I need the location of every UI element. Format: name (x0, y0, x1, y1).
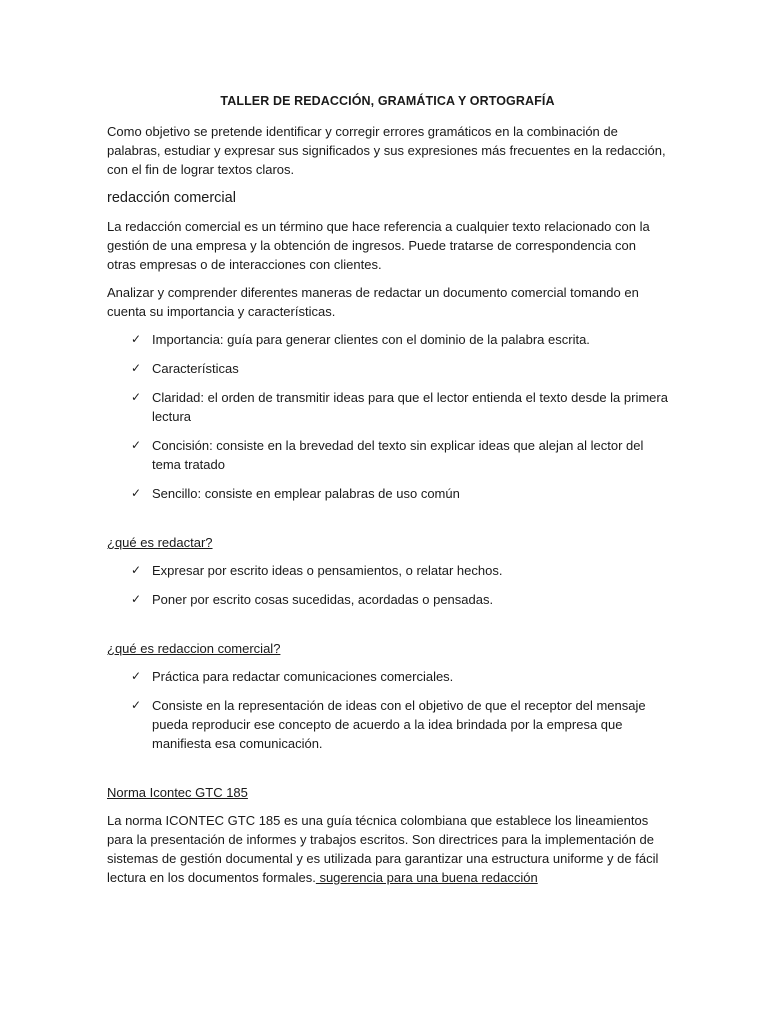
section-heading-redaccion-comercial: redacción comercial (107, 190, 236, 206)
check-mark-icon: ✓ (131, 361, 142, 375)
list-item (107, 484, 668, 503)
section4-paragraph (107, 811, 668, 887)
check-mark-icon: ✓ (131, 486, 142, 500)
list-item (107, 590, 668, 609)
section1-paragraph-1: La redacción comercial es un término que hace referencia a cualquier texto relacionado con la gestión de una empresa y la obtención de ingresos. Puede tratarse de correspondencia con otras empresas o de interacciones con clientes. (107, 219, 650, 272)
document-title: TALLER DE REDACCIÓN, GRAMÁTICA Y ORTOGRAFÍA (220, 94, 555, 108)
list-item-text: Concisión: consiste en la brevedad del texto sin explicar ideas que alejan al lector del tema tratado (152, 438, 644, 472)
check-mark-icon: ✓ (131, 438, 142, 452)
intro-paragraph: Como objetivo se pretende identificar y corregir errores gramáticos en la combinación de palabras, estudiar y expresar sus significados y sus expresiones más frecuentes en la redacción, con el fin de lograr textos claros. (107, 124, 666, 177)
section2-check-list (107, 561, 668, 609)
list-item-text: Características (152, 361, 239, 376)
section-heading-que-es-redactar: ¿qué es redactar? (107, 535, 213, 550)
check-mark-icon: ✓ (131, 563, 142, 577)
list-item (107, 359, 668, 378)
list-item-text: Importancia: guía para generar clientes con el dominio de la palabra escrita. (152, 332, 590, 347)
section-heading-que-es-redaccion-comercial: ¿qué es redaccion comercial? (107, 641, 281, 656)
check-mark-icon: ✓ (131, 332, 142, 346)
section-heading-norma-icontec: Norma Icontec GTC 185 (107, 785, 248, 800)
section4-paragraph-text: La norma ICONTEC GTC 185 es una guía técnica colombiana que establece los lineamientos para la presentación de informes y trabajos escritos. Son directrices para la implementación de sistemas de gestión documental y es utilizada para garantizar una estructura uniforme y de fácil lectura en los documentos formales. (107, 813, 659, 885)
list-item (107, 388, 668, 426)
list-item-text: Expresar por escrito ideas o pensamientos, o relatar hechos. (152, 563, 503, 578)
list-item-text: Poner por escrito cosas sucedidas, acordadas o pensadas. (152, 592, 494, 607)
check-mark-icon: ✓ (131, 390, 142, 404)
section1-check-list (107, 330, 668, 503)
list-item-text: Claridad: el orden de transmitir ideas para que el lector entienda el texto desde la primera lectura (152, 390, 668, 424)
list-item (107, 330, 668, 349)
check-mark-icon: ✓ (131, 669, 142, 683)
list-item-text: Sencillo: consiste en emplear palabras de uso común (152, 486, 460, 501)
list-item (107, 667, 668, 686)
section3-check-list (107, 667, 668, 753)
list-item-text: Práctica para redactar comunicaciones comerciales. (152, 669, 454, 684)
list-item (107, 436, 668, 474)
list-item-text: Consiste en la representación de ideas con el objetivo de que el receptor del mensaje pueda reproducir ese concepto de acuerdo a la idea brindada por la empresa que manifiesta esa comunicación. (152, 698, 646, 751)
check-mark-icon: ✓ (131, 698, 142, 712)
check-mark-icon: ✓ (131, 592, 142, 606)
section1-paragraph-2: Analizar y comprender diferentes maneras de redactar un documento comercial tomando en cuenta su importancia y características. (107, 285, 639, 319)
list-item (107, 696, 668, 753)
suggestion-link-text: sugerencia para una buena redacción (315, 870, 538, 885)
list-item (107, 561, 668, 580)
